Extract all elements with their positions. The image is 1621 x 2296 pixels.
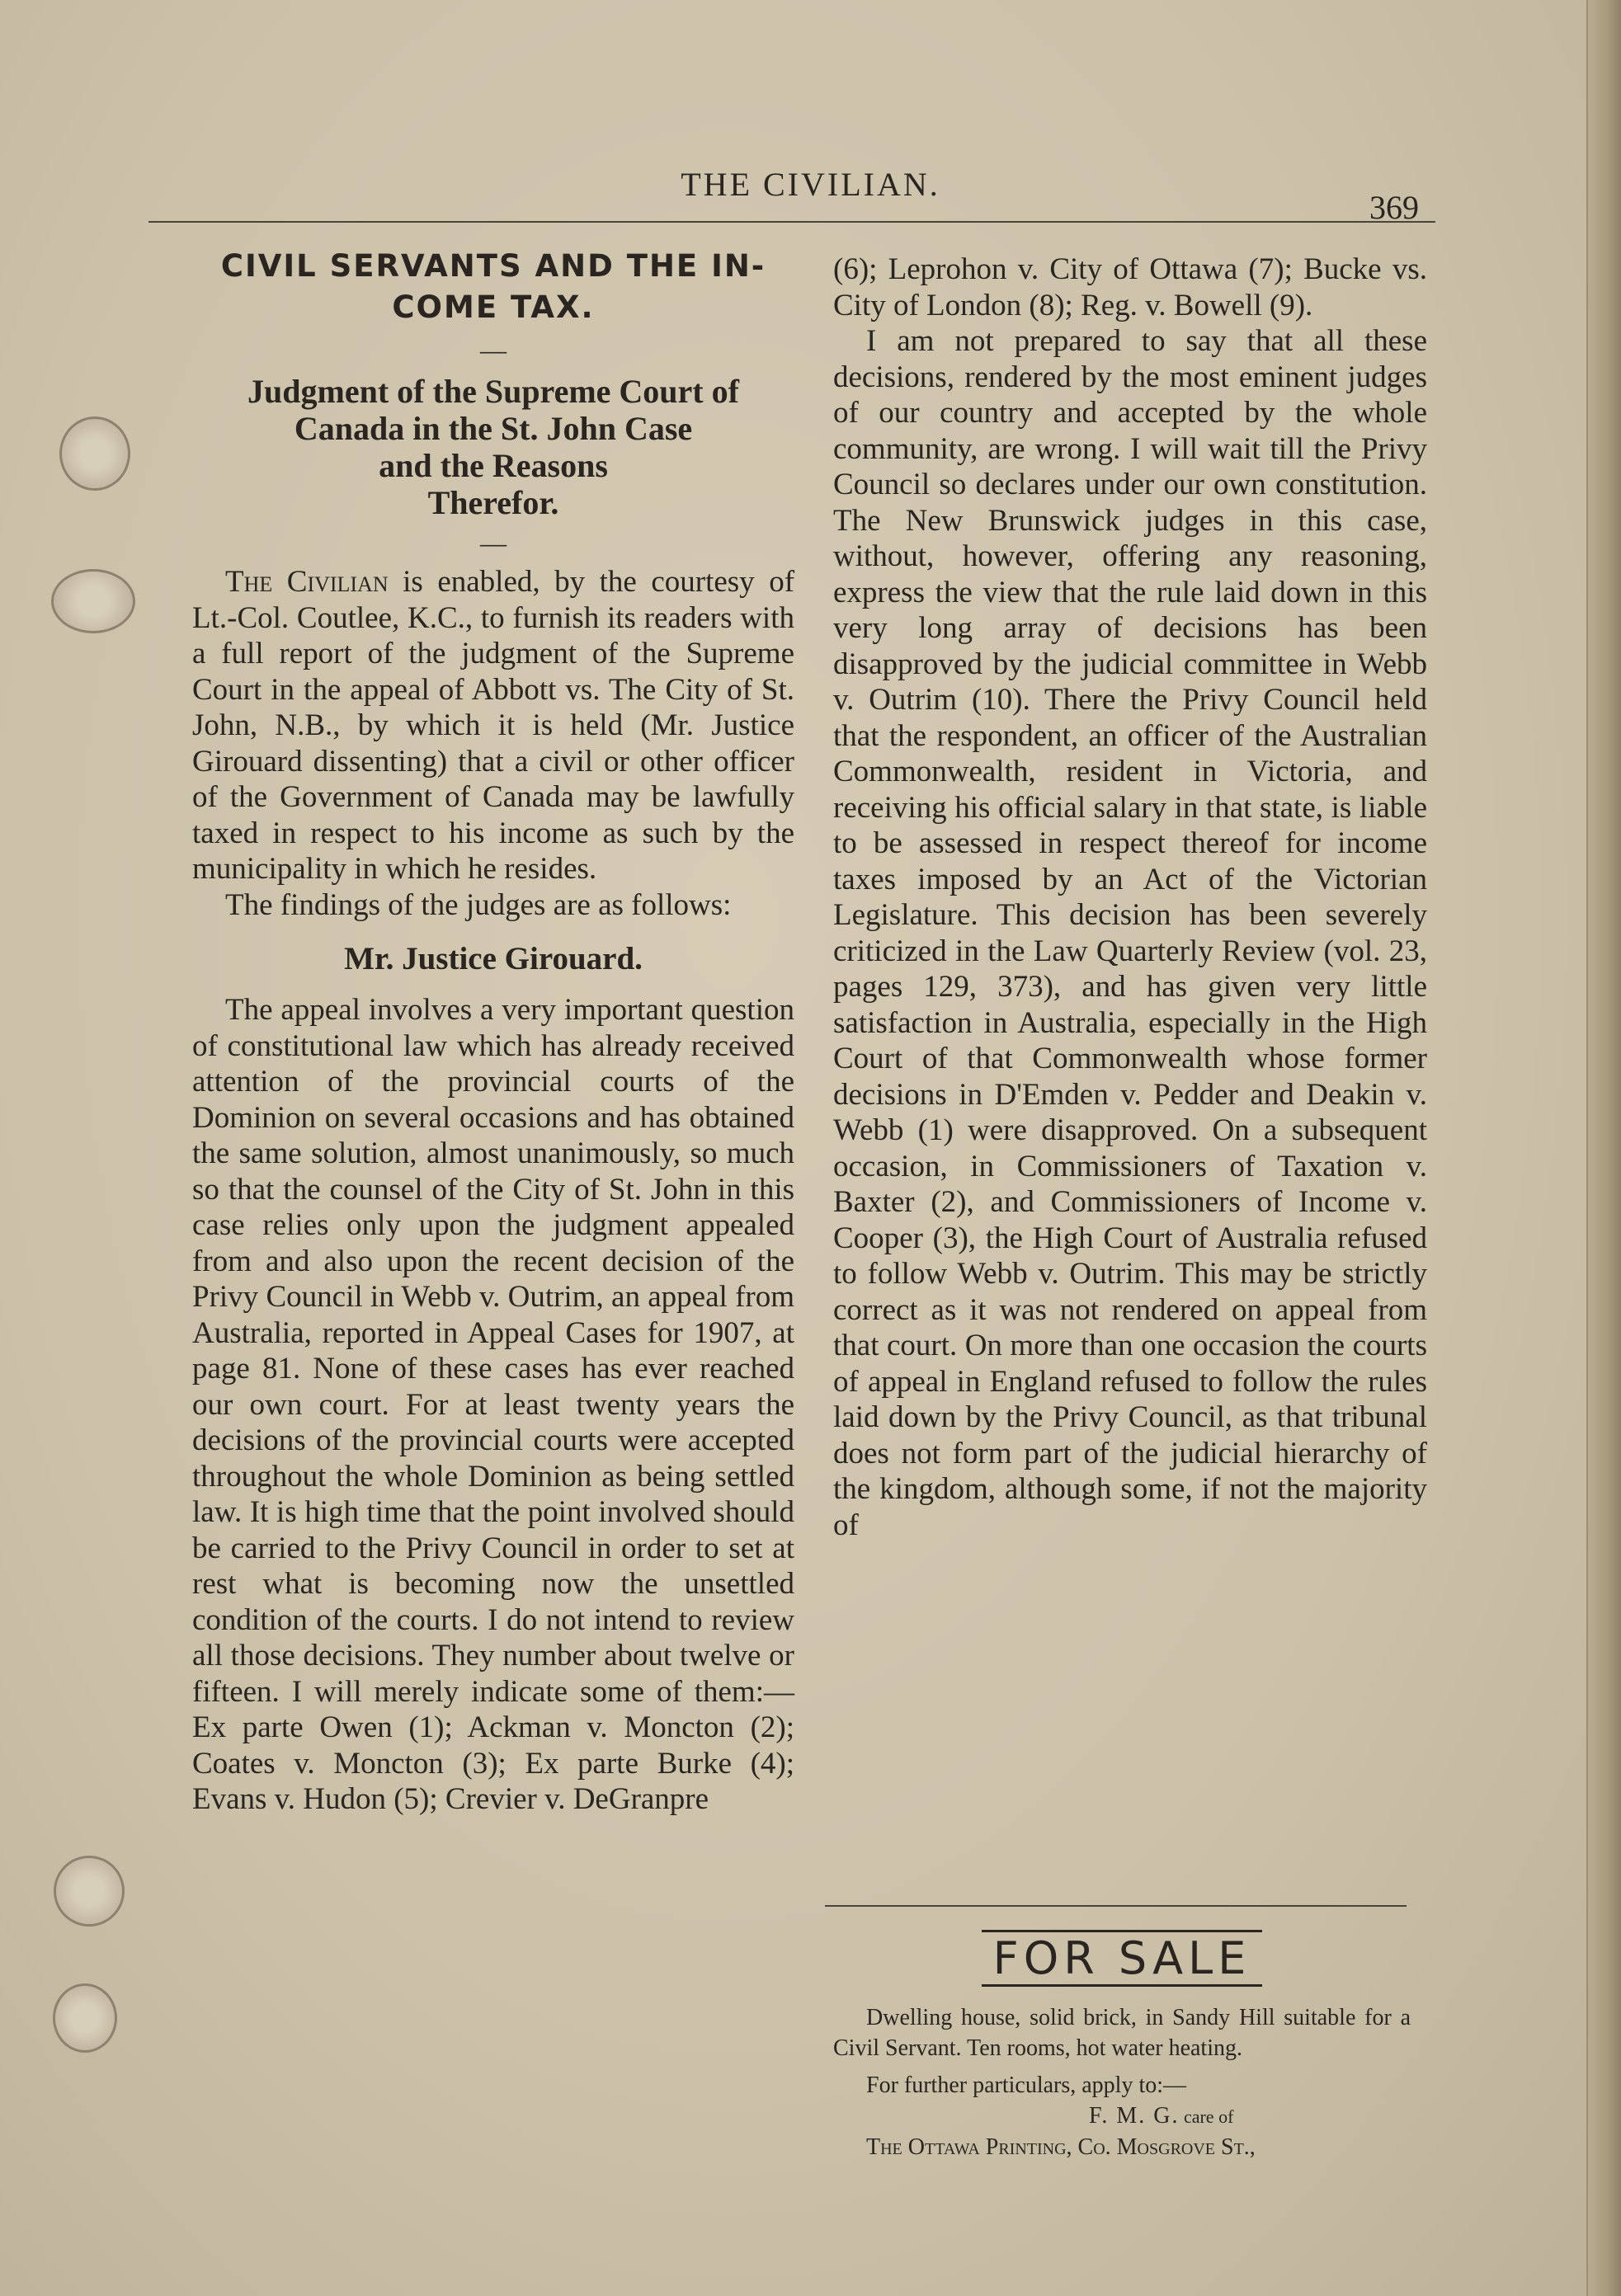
intro-paragraph — [192, 564, 794, 887]
advertisement-rule — [825, 1905, 1407, 1907]
advertisement-contact: For further particulars, apply to:— — [866, 2073, 1187, 2098]
article-subtitle — [192, 373, 794, 521]
article-title-line: CIVIL SERVANTS AND THE IN- — [220, 248, 766, 284]
header-rule — [148, 221, 1435, 223]
advertisement-body: Dwelling house, solid brick, in Sandy Hill suitable for a Civil Servant. Ten rooms, hot water heating. — [833, 2005, 1411, 2061]
title-dash: — — [480, 335, 507, 365]
binding-hole — [53, 1983, 117, 2053]
article-title — [192, 246, 794, 328]
binding-hole — [51, 569, 135, 633]
section-heading: Mr. Justice Girouard. — [344, 941, 643, 976]
judgment-paragraph: I am not prepared to say that all these decisions, rendered by the most eminent judges of our country and accepted by the whole community, are wrong. I will wait till the Privy Council so declares under our own constitution. The New Brunswick judges in this case, without, however, offering any reasoning, express the view that the rule laid down in this very long array of decisions has been disapproved by the judicial committee in Webb v. Outrim (10). There the Privy Council held that the respondent, an officer of the Australian Commonwealth, resident in Victoria, and receiving his official salary in that state, is liable to be assessed in respect thereof for income taxes imposed by an Act of the Victorian Legislature. This decision has been severely criticized in the Law Quarterly Review (vol. 23, pages 129, 373), and has given very little satisfaction in Australia, especially in the High Court of that Commonwealth whose former decisions in D'Emden v. Pedder and Deakin v. Webb (1) were disapproved. On a subsequent occasion, in Commissioners of Taxation v. Baxter (2), and Commissioners of Income v. Cooper (3), the High Court of Australia refused to follow Webb v. Outrim. This may be strictly correct as it was not rendered on appeal from that court. On more than one occasion the courts of appeal in England refused to follow the rules laid down by the Privy Council, as that tribunal does not form part of the judicial hierarchy of the kingdom, although some, if not the majority of — [833, 324, 1427, 1542]
intro-text: is enabled, by the courtesy of Lt.-Col. Coutlee, K.C., to furnish its readers with a full report of the judgment of the Supreme Court in the appeal of Abbott vs. The City of St. John, N.B., by which it is held (Mr. Justice Girouard dissenting) that a civil or other officer of the Government of Canada may be lawfully taxed in respect to his income as such by the municipality in which he resides. — [192, 565, 795, 886]
running-title: THE CIVILIAN. — [681, 166, 940, 203]
advertisement-signature — [833, 2101, 1411, 2132]
subtitle-line: Therefor. — [427, 484, 559, 521]
subtitle-line: Canada in the St. John Case — [294, 410, 693, 447]
advertiser-initials: F. M. G. — [1089, 2103, 1180, 2129]
advertisement-title: FOR SALE — [833, 1930, 1411, 1988]
left-column — [192, 246, 794, 1818]
binding-hole — [59, 416, 130, 491]
judgment-paragraph-continued: (6); Leprohon v. City of Ottawa (7); Bucke vs. City of London (8); Reg. v. Bowell (9). — [833, 252, 1427, 322]
binding-hole — [54, 1856, 125, 1927]
article-title-line: COME TAX. — [392, 289, 595, 325]
subtitle-line: and the Reasons — [379, 447, 608, 484]
page-number: 369 — [1369, 189, 1419, 226]
subtitle-dash: — — [480, 528, 507, 558]
subtitle-line: Judgment of the Supreme Court of — [247, 373, 739, 410]
for-sale-advertisement — [833, 1930, 1411, 2162]
judgment-paragraph: The appeal involves a very important question of constitutional law which has already received attention of the provincial courts of the Dominion on several occasions and has obtained the same solution, almost unanimously, so much so that the counsel of the City of St. John in this case relies only upon the judgment appealed from and also upon the recent decision of the Privy Council in Webb v. Outrim, an appeal from Australia, reported in Appeal Cases for 1907, at page 81. None of these cases has ever reached our own court. For at least twenty years the decisions of the provincial courts were accepted throughout the whole Dominion as being settled law. It is high time that the point involved should be carried to the Privy Council in order to set at rest what is becoming now the unsettled condition of the courts. I do not intend to review all those decisions. They number about twelve or fifteen. I will merely indicate some of them:—Ex parte Owen (1); Ackman v. Moncton (2); Coates v. Moncton (3); Ex parte Burke (4); Evans v. Hudon (5); Crevier v. DeGranpre — [192, 993, 794, 1816]
right-column — [833, 252, 1427, 1543]
findings-paragraph: The findings of the judges are as follows: — [225, 887, 732, 922]
advertisement-address: The Ottawa Printing, Co. Mosgrove St., — [866, 2134, 1256, 2160]
publication-name: The Civilian — [225, 565, 389, 599]
page-edge-shadow — [1586, 0, 1621, 2296]
care-of-text: care of — [1179, 2106, 1234, 2127]
